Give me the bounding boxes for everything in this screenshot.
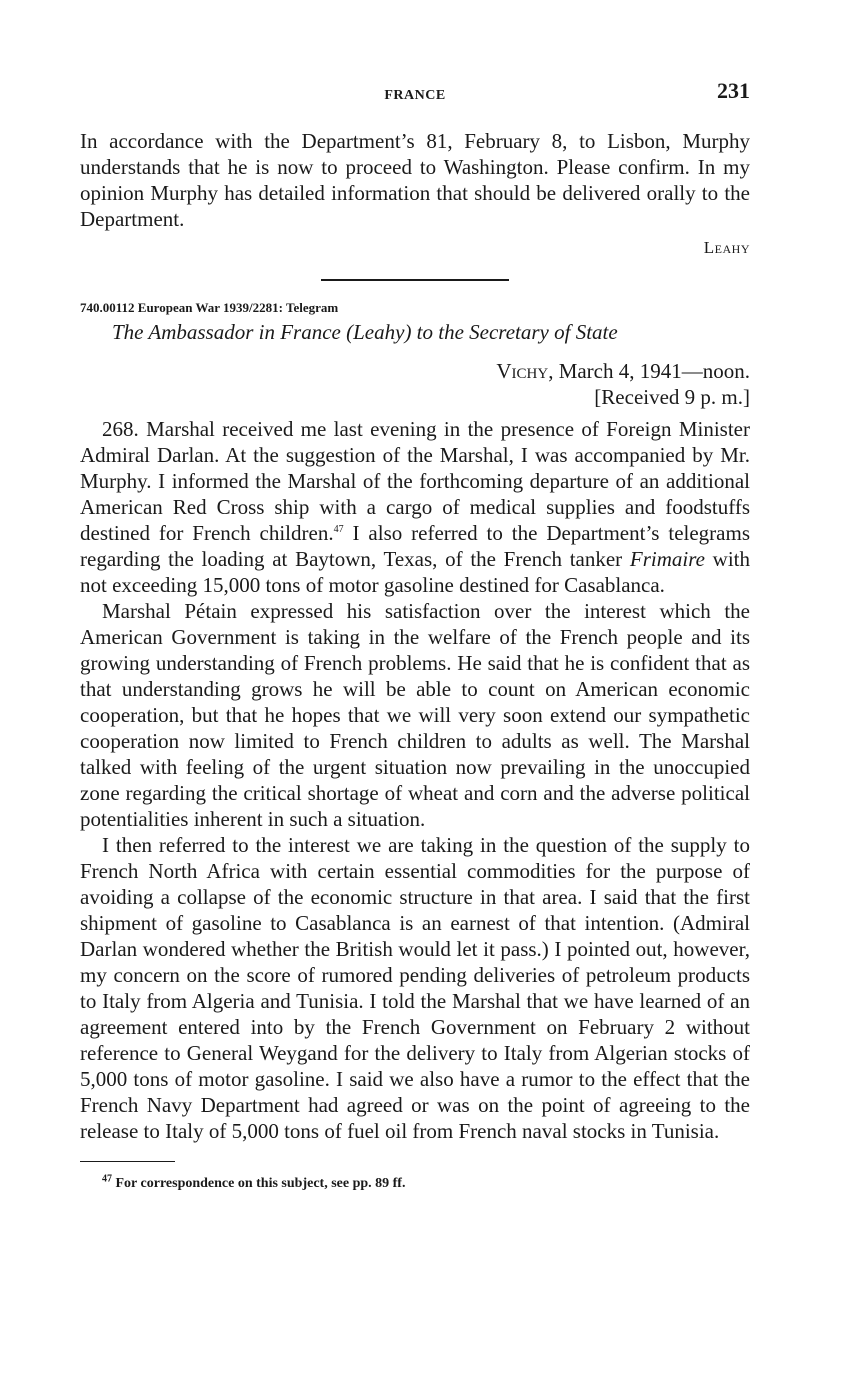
dateline-date: , March 4, 1941—noon. (548, 359, 750, 383)
running-head (80, 78, 750, 108)
footnote-divider (80, 1161, 175, 1162)
file-reference: 740.00112 European War 1939/2281: Telegram (80, 300, 339, 315)
heading-part1: The Ambassador in France ( (112, 320, 354, 344)
footnote-marker: 47 (333, 524, 344, 535)
page-number: 231 (717, 78, 750, 103)
heading-name: Leahy (353, 320, 405, 344)
paragraph-1-text-c: with not exceeding 15,000 tons of motor gasoline destined for Casablanca. (80, 547, 750, 597)
paragraph-2: Marshal Pétain expressed his satisfaction over the interest which the American Government is taking in the welfare of the French people and its growing understanding of French problems. He said that he is confident that as that understanding grows he will be able to count on American economic cooperation, but that he hopes that we will very soon extend our sympathetic cooperation now limited to French children to adults as well. The Marshal talked with feeling of the urgent situation now prevailing in the unoccupied zone regarding the critical shortage of wheat and corn and the adverse political potentialities inherent in such a situation. (80, 599, 750, 831)
footnote-text: For correspondence on this subject, see pp. 89 ff. (112, 1176, 406, 1191)
paragraph-1-text-a: 268. Marshal received me last evening in the presence of Foreign Minister Admiral Darlan. At the suggestion of the Marshal, I was accompanied by Mr. Murphy. I informed the Marshal of the forthcoming departure of an additional American Red Cross ship with a cargo of medical supplies and foodstuffs destined for French children. (80, 417, 750, 545)
previous-telegram-text: In accordance with the Department’s 81, February 8, to Lisbon, Murphy understands that he is now to proceed to Washington. Please confirm. In my opinion Murphy has detailed information that should be delivered orally to the Department. (80, 129, 750, 231)
dateline-place: Vichy (496, 359, 549, 383)
dateline (80, 358, 750, 384)
document-page (80, 78, 750, 1192)
footnote-number: 47 (102, 1173, 112, 1185)
paragraph-3: I then referred to the interest we are taking in the question of the supply to French North Africa with certain essential commodities for the purpose of avoiding a collapse of the economic structure in that area. I said that the first shipment of gasoline to Casablanca is an earnest of that intention. (Admiral Darlan wondered whether the British would let it pass.) I pointed out, however, my concern on the score of rumored pending deliveries of petroleum products to Italy from Algeria and Tunisia. I told the Marshal that we have learned of an agreement entered into by the French Government on February 2 without reference to General Weygand for the delivery to Italy from Algerian stocks of 5,000 tons of motor gasoline. I said we also have a rumor to the effect that the French Navy Department had agreed or was on the point of agreeing to the release to Italy of 5,000 tons of fuel oil from French naval stocks in Tunisia. (80, 833, 750, 1143)
received-line: [Received 9 p. m.] (594, 385, 750, 409)
heading-part2: ) to the Secretary of State (404, 320, 618, 344)
paragraph-1 (80, 416, 750, 598)
signature: Leahy (703, 238, 750, 257)
paragraph-1-text-b: I also referred to the Department’s telegrams regarding the loading at Baytown, Texas, of the French tanker (80, 521, 751, 571)
section-divider (321, 279, 509, 281)
ship-name: Frimaire (629, 547, 705, 571)
running-title: FRANCE (384, 88, 446, 103)
footnote (80, 1173, 750, 1192)
document-heading (112, 318, 750, 346)
